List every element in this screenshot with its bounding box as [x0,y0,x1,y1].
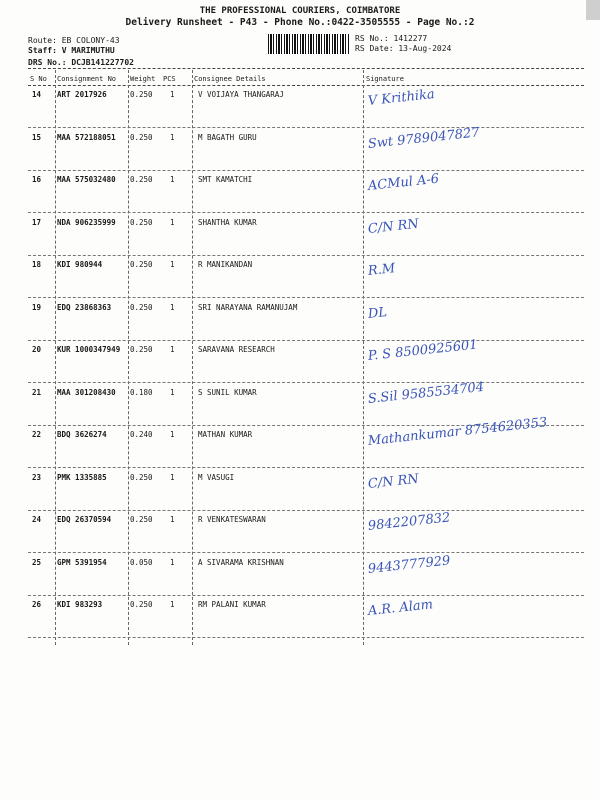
drs-number: DRS No.: DCJB141227702 [28,58,134,67]
row-pcs: 1 [170,217,175,227]
row-sno: 20 [32,345,42,354]
row-consignment-no: EDQ 26370594 [57,515,112,524]
row-signature: A.R. Alam [367,597,434,619]
row-pcs: 1 [170,515,175,524]
row-signature: 9443777929 [367,552,452,577]
barcode [268,34,350,54]
row-signature: ACMul A-6 [367,171,440,194]
table-row [0,86,600,128]
row-weight: 0.250 [130,132,153,142]
row-consignee: V VOIJAYA THANGARAJ [198,90,284,99]
row-consignee: M VASUGI [198,472,235,482]
row-consignee: R MANIKANDAN [198,260,253,269]
row-sno: 21 [32,387,42,397]
row-consignee: SARAVANA RESEARCH [198,345,275,354]
row-signature: 9842207832 [367,510,452,534]
table-row [0,124,600,171]
row-signature: C/N RN [367,216,420,237]
rs-date: RS Date: 13-Aug-2024 [355,44,452,53]
row-sno: 23 [32,472,42,482]
table-row [0,256,600,298]
row-pcs: 1 [170,302,175,312]
row-divider [28,637,584,638]
row-signature: P. S 8500925601 [367,337,479,364]
row-consignee: SHANTHA KUMAR [198,217,257,227]
row-weight: 0.180 [130,387,153,397]
header-top-divider [28,68,584,69]
row-weight: 0.250 [130,302,153,312]
row-consignment-no: KUR 1000347949 [57,345,121,354]
col-header-pcs: PCS [163,75,176,83]
row-sno: 17 [32,217,42,227]
row-consignment-no: GPM 5391954 [57,557,107,567]
row-sno: 15 [32,132,42,142]
row-weight: 0.250 [130,260,153,269]
row-weight: 0.240 [130,430,153,439]
row-sno: 22 [32,430,42,439]
row-pcs: 1 [170,600,175,609]
row-sno: 18 [32,260,42,269]
row-weight: 0.250 [130,175,153,184]
table-row [0,511,600,553]
row-pcs: 1 [170,260,175,269]
runsheet-title: Delivery Runsheet - P43 - Phone No.:0422-3505555 - Page No.:2 [125,17,475,28]
row-consignment-no: ART 2017926 [57,90,107,99]
row-consignee: MATHAN KUMAR [198,430,253,439]
row-signature: Mathankumar 8754620353 [367,415,548,449]
row-consignment-no: MAA 575032480 [57,175,116,184]
row-sno: 19 [32,302,42,312]
table-row [0,337,600,383]
row-consignee: A SIVARAMA KRISHNAN [198,557,284,567]
row-signature: Swt 9789047827 [367,124,481,152]
row-consignee: M BAGATH GURU [198,132,257,142]
row-sno: 25 [32,557,42,567]
row-consignment-no: NDA 906235999 [57,217,116,227]
table-row [0,299,600,341]
row-pcs: 1 [170,132,175,142]
col-header-consignment: Consignment No [57,75,117,83]
row-consignee: SRI NARAYANA RAMANUJAM [198,302,298,312]
col-header-weight: Weight [130,75,156,83]
row-pcs: 1 [170,175,175,184]
row-consignment-no: BDQ 3626274 [57,430,107,439]
route-label: Route: EB COLONY-43 [28,36,120,45]
row-sno: 14 [32,90,42,99]
row-consignee: SMT KAMATCHI [198,175,253,184]
row-weight: 0.250 [130,90,153,99]
col-header-consignee: Consignee Details [194,75,266,83]
col-header-sno: S No [30,75,47,83]
col-header-signature: Signature [366,75,404,83]
row-weight: 0.250 [130,472,153,482]
row-consignee: R VENKATESWARAN [198,515,266,524]
row-consignment-no: MAA 572188051 [57,132,116,142]
row-pcs: 1 [170,90,175,99]
row-pcs: 1 [170,557,175,567]
row-pcs: 1 [170,430,175,439]
row-consignee: S SUNIL KUMAR [198,387,257,397]
row-consignment-no: MAA 301208430 [57,387,116,397]
table-row [0,171,600,213]
row-signature: C/N RN [367,471,420,492]
row-signature: DL [367,304,388,322]
row-consignment-no: PMK 1335885 [57,472,107,482]
row-pcs: 1 [170,345,175,354]
row-sno: 16 [32,175,42,184]
row-signature: R.M [367,261,396,279]
row-sno: 24 [32,515,42,524]
rs-number: RS No.: 1412277 [355,34,428,43]
row-weight: 0.250 [130,217,153,227]
row-consignment-no: KDI 983293 [57,600,103,609]
row-weight: 0.050 [130,557,153,567]
table-row [0,554,600,596]
company-title: THE PROFESSIONAL COURIERS, COIMBATORE [199,6,401,16]
row-weight: 0.250 [130,515,153,524]
row-weight: 0.250 [130,600,153,609]
table-row [0,415,600,468]
table-row [0,469,600,511]
row-pcs: 1 [170,472,175,482]
table-row [0,214,600,256]
row-signature: V Krithika [367,87,436,109]
row-consignment-no: KDI 980944 [57,260,103,269]
row-consignment-no: EDQ 23868363 [57,302,112,312]
row-consignee: RM PALANI KUMAR [198,600,266,609]
row-sno: 26 [32,600,42,609]
table-row [0,596,600,638]
row-signature: S.Sil 9585534704 [367,379,485,407]
row-weight: 0.250 [130,345,153,354]
staff-label: Staff: V MARIMUTHU [28,46,115,55]
row-pcs: 1 [170,387,175,397]
